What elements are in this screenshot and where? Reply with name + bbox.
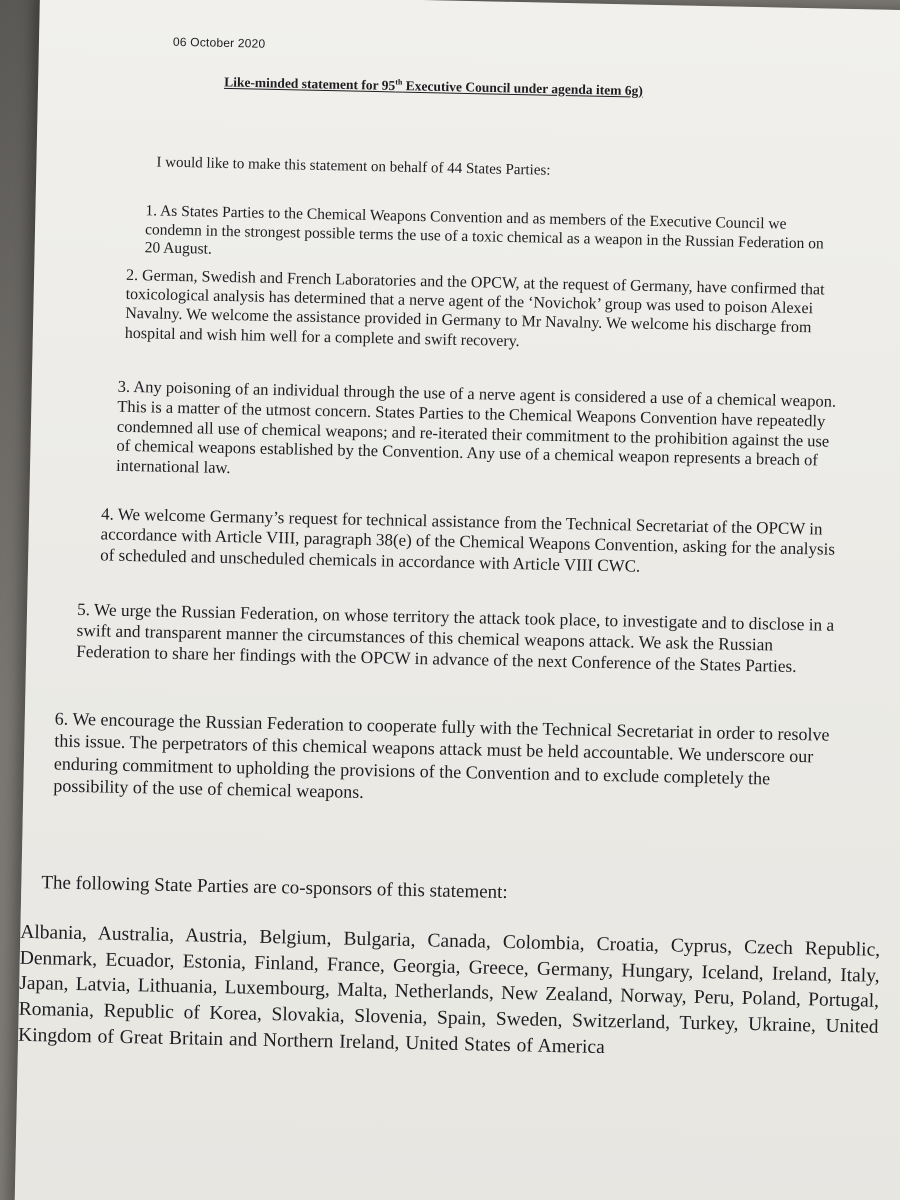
paragraph-2: 2. German, Swedish and French Laboratories and the OPCW, at the request of Germany, have confirmed that toxicological analysis has determined that a nerve agent of the ‘Novichok’ group was used to poison Alexei Navalny. We welcome the assistance provided in Germany to Mr Navalny. We welcome his discharge from hospital and wish him well for a complete and swift recovery.: [124, 266, 825, 350]
paragraph-6: 6. We encourage the Russian Federation to cooperate fully with the Technical Secretariat in order to resolve this issue. The perpetrators of this chemical weapons attack must be held accountable. We underscore our enduring commitment to upholding the provisions of the Convention and to exclude completely the possibility of the use of chemical weapons.: [53, 708, 830, 802]
paragraph-3: 3. Any poisoning of an individual through the use of a nerve agent is considered a use of a chemical weapon. This is a matter of the utmost concern. States Parties to the Chemical Weapons Convention have repeatedly condemned all use of chemical weapons; and re-iterated their commitment to the prohibition against the use of chemical weapons established by the Convention. Any use of a chemical weapon represents a breach of international law.: [115, 376, 837, 478]
paragraph-5: 5. We urge the Russian Federation, on whose territory the attack took place, to investigate and to disclose in a swift and transparent manner the circumstances of this chemical weapons attack. We ask the Russian Federation to share her findings with the OPCW in advance of the next Conference of the States Parties.: [76, 599, 835, 676]
paragraph-1: 1. As States Parties to the Chemical Weapons Convention and as members of the Executive Council we condemn in the strongest possible terms the use of a toxic chemical as a weapon in the Russian Federation on 20 August.: [144, 202, 824, 258]
cosponsor-country-list: Albania, Australia, Austria, Belgium, Bulgaria, Canada, Colombia, Croatia, Cyprus, Czech Republic, Denmark, Ecuador, Estonia, Finland, France, Georgia, Greece, Germany, Hungary, Iceland, Ireland, Italy, Japan, Latvia, Lithuania, Luxembourg, Malta, Netherlands, New Zealand, Norway, Peru, Poland, Portugal, Romania, Republic of Korea, Slovakia, Slovenia, Spain, Sweden, Switzerland, Turkey, Ukraine, United Kingdom of Great Britain and Northern Ireland, United States of America: [17, 921, 881, 1058]
title-superscript: th: [395, 77, 403, 87]
title-suffix: Executive Council under agenda item 6g): [402, 78, 643, 99]
document-date: 06 October 2020: [172, 34, 266, 51]
cosponsors-heading: The following State Parties are co-sponsors of this statement:: [41, 872, 508, 903]
statement-page: [14, 0, 900, 1200]
intro-sentence: I would like to make this statement on behalf of 44 States Parties:: [156, 154, 551, 179]
document-title: [224, 74, 643, 99]
paragraph-4: 4. We welcome Germany’s request for technical assistance from the Technical Secretariat of the OPCW in accordance with Article VIII, paragraph 38(e) of the Chemical Weapons Convention, asking for the analysis of scheduled and unscheduled chemicals in accordance with Article VIII CWC.: [100, 504, 836, 576]
title-prefix: Like-minded statement for 95: [224, 74, 396, 93]
